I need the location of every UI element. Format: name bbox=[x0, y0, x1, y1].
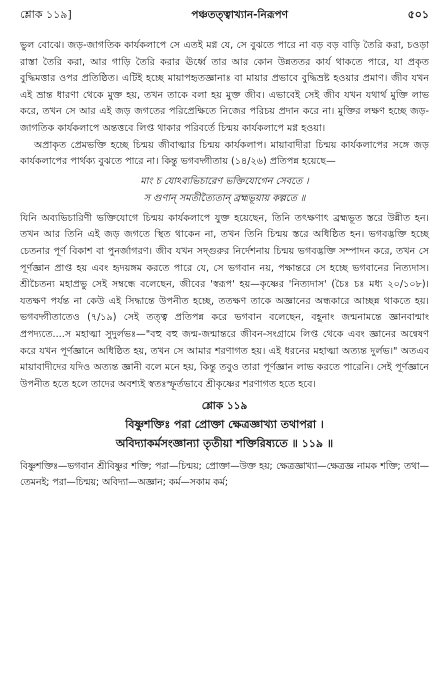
gita-quote-line: স গুণান্ সমতীত্যৈতান্ ব্রহ্মভূয়ায় কল্পতে ॥ bbox=[143, 192, 306, 204]
paragraph: ভুল বোঝে। জড়-জাগতিক কার্যকলাপে সে এতই মগ্ন যে, সে বুঝতে পারে না বড় বড় বাড়ি তৈরি করা, চওড়া রাস্তা তৈরি করা, আর গাড়ি তৈরি করার ঊর্ধ্বে তার আর কোন উন্নততর কার্য থাকতে পারে, যা প্রকৃত বুদ্ধিমত্তার ওপর প্রতিষ্ঠিত। এটিই হচ্ছে মায়াপহৃতজ্ঞানাঃ বা মায়ার প্রভাবে বুদ্ধিভ্রষ্ট হওয়ার প্রমাণ। জীব যখন এই ভ্রান্ত ধারণা থেকে মুক্ত হয়, তখন তাকে বলা হয় মুক্ত জীব। এভাবেই সেই জীব যখন যথার্থ মুক্তি লাভ করে, তখন সে আর এই জড় জগতের পরিপ্রেক্ষিতে নিজের পরিচয় প্রদান করে না। মুক্তির লক্ষণ হচ্ছে জড়-জাগতিক কার্যকলাপে অন্তত্তবে লিপ্ত থাকার পরিবর্তে চিন্ময় কার্যকলাপে মগ্ন হওয়া। bbox=[20, 40, 429, 134]
header-chapter-title: পঞ্চতত্ত্বাখ্যান-নিরূপণ bbox=[191, 9, 288, 21]
header-page-number: ৫০১ bbox=[407, 8, 429, 21]
gita-quote bbox=[20, 173, 429, 207]
header-verse-ref: শ্লোক ১১৯] bbox=[20, 8, 72, 21]
shloka-verse-line: বিষ্ণুশক্তিঃ পরা প্রোক্তা ক্ষেত্রজ্ঞাখ্যা তথাপরা । bbox=[125, 418, 324, 432]
purport-text bbox=[20, 38, 429, 393]
gita-quote-line: মাং চ যোঽব্যভিচারেণ ভক্তিযোগেন সেবতে । bbox=[140, 175, 309, 187]
shloka-heading: শ্লোক ১১৯ bbox=[201, 400, 248, 413]
word-synonyms: বিষ্ণুশক্তিঃ—ভগবান শ্রীবিষ্ণুর শক্তি; পরা—চিন্ময়; প্রোক্তা—উক্ত হয়; ক্ষেত্রজ্ঞাখ্যা—ক্ষেত্রজ্ঞ নামক শক্তি; তথা—তেমনই; পরা—চিন্ময়; অবিদ্যা—অজ্ঞান; কর্ম—সকাম কর্ম; bbox=[20, 461, 429, 489]
shloka-verse-line: অবিদ্যাকর্মসংজ্ঞান্যা তৃতীয়া শক্তিরিষ্যতে ॥ ১১৯ ॥ bbox=[115, 437, 334, 451]
page-header bbox=[20, 8, 429, 24]
paragraph: যিনি অব্যভিচারিণী ভক্তিযোগে চিন্ময় কার্যকলাপে যুক্ত হয়েছেন, তিনি তৎক্ষণাৎ ব্রহ্মভূত স্তরে উন্নীত হন। তখন আর তিনি এই জড় জগতে স্থিত থাকেন না, তখন তিনি চিন্ময় স্তরে অধিষ্ঠিত হন। ভগবদ্ভক্তি হচ্ছে চেতনার পূর্ণ বিকাশ বা পুনর্জাগরণ। জীব যখন সদ্গুরুর নির্দেশনায় চিন্ময় ভগবদ্ভক্তি সম্পাদন করে, তখন সে পূর্ণজ্ঞান প্রাপ্ত হয় এবং হৃদয়ঙ্গম করতে পারে যে, সে ভগবান নয়, পক্ষান্তরে সে হচ্ছে ভগবানের নিত্যদাস। শ্রীচৈতন্য মহাপ্রভু সেই সম্বন্ধে বলেছেন, জীবের 'স্বরূপ' হয়—কৃষ্ণের 'নিত্যদাস' (চৈঃ চঃ মধ্য ২০/১০৮)। যতক্ষণ পর্যন্ত না কেউ এই সিদ্ধান্তে উপনীত হচ্ছে, ততক্ষণ তাকে অজ্ঞানের অন্ধকারে আচ্ছন্ন থাকতে হয়। ভগবদ্গীতাতেও (৭/১৯) সেই তত্ত্ব প্রতিপন্ন করে ভগবান বলেছেন, বহূনাং জন্মনামন্তে জ্ঞানবান্মাং প্রপদ্যতে....স মহাত্মা সুদুর্লভঃ—"বহু বহু জন্ম-জন্মান্তরে জীবন-সংগ্রামে লিপ্ত থেকে এবং জ্ঞানের অন্বেষণ করে যখন পূর্ণজ্ঞানে অধিষ্ঠিত হয়, তখন সে আমার শরণাগত হয়। এই ধরনের মহাত্মা অত্যন্ত দুর্লভ।" অতএব মায়াবাদীদের যদিও অত্যন্ত জ্ঞানী বলে মনে হয়, কিন্তু তবুও তারা পূর্ণজ্ঞান লাভ করতে পারেনি। সেই পূর্ণজ্ঞানে উপনীত হতে হলে তাদের অবশ্যই স্বতঃস্ফূর্তভাবে শ্রীকৃষ্ণের শরণাগত হতে হবে। bbox=[20, 212, 429, 390]
paragraph: অপ্রাকৃত প্রেমভক্তি হচ্ছে চিন্ময় জীবাত্মার চিন্ময় কার্যকলাপ। মায়াবাদীরা চিন্ময় কার্যকলাপের সঙ্গে জড় কার্যকলাপের পার্থক্য বুঝতে পারে না। কিন্তু ভগবদ্গীতায় (১৪/২৬) প্রতিপন্ন হয়েছে— bbox=[20, 139, 429, 168]
